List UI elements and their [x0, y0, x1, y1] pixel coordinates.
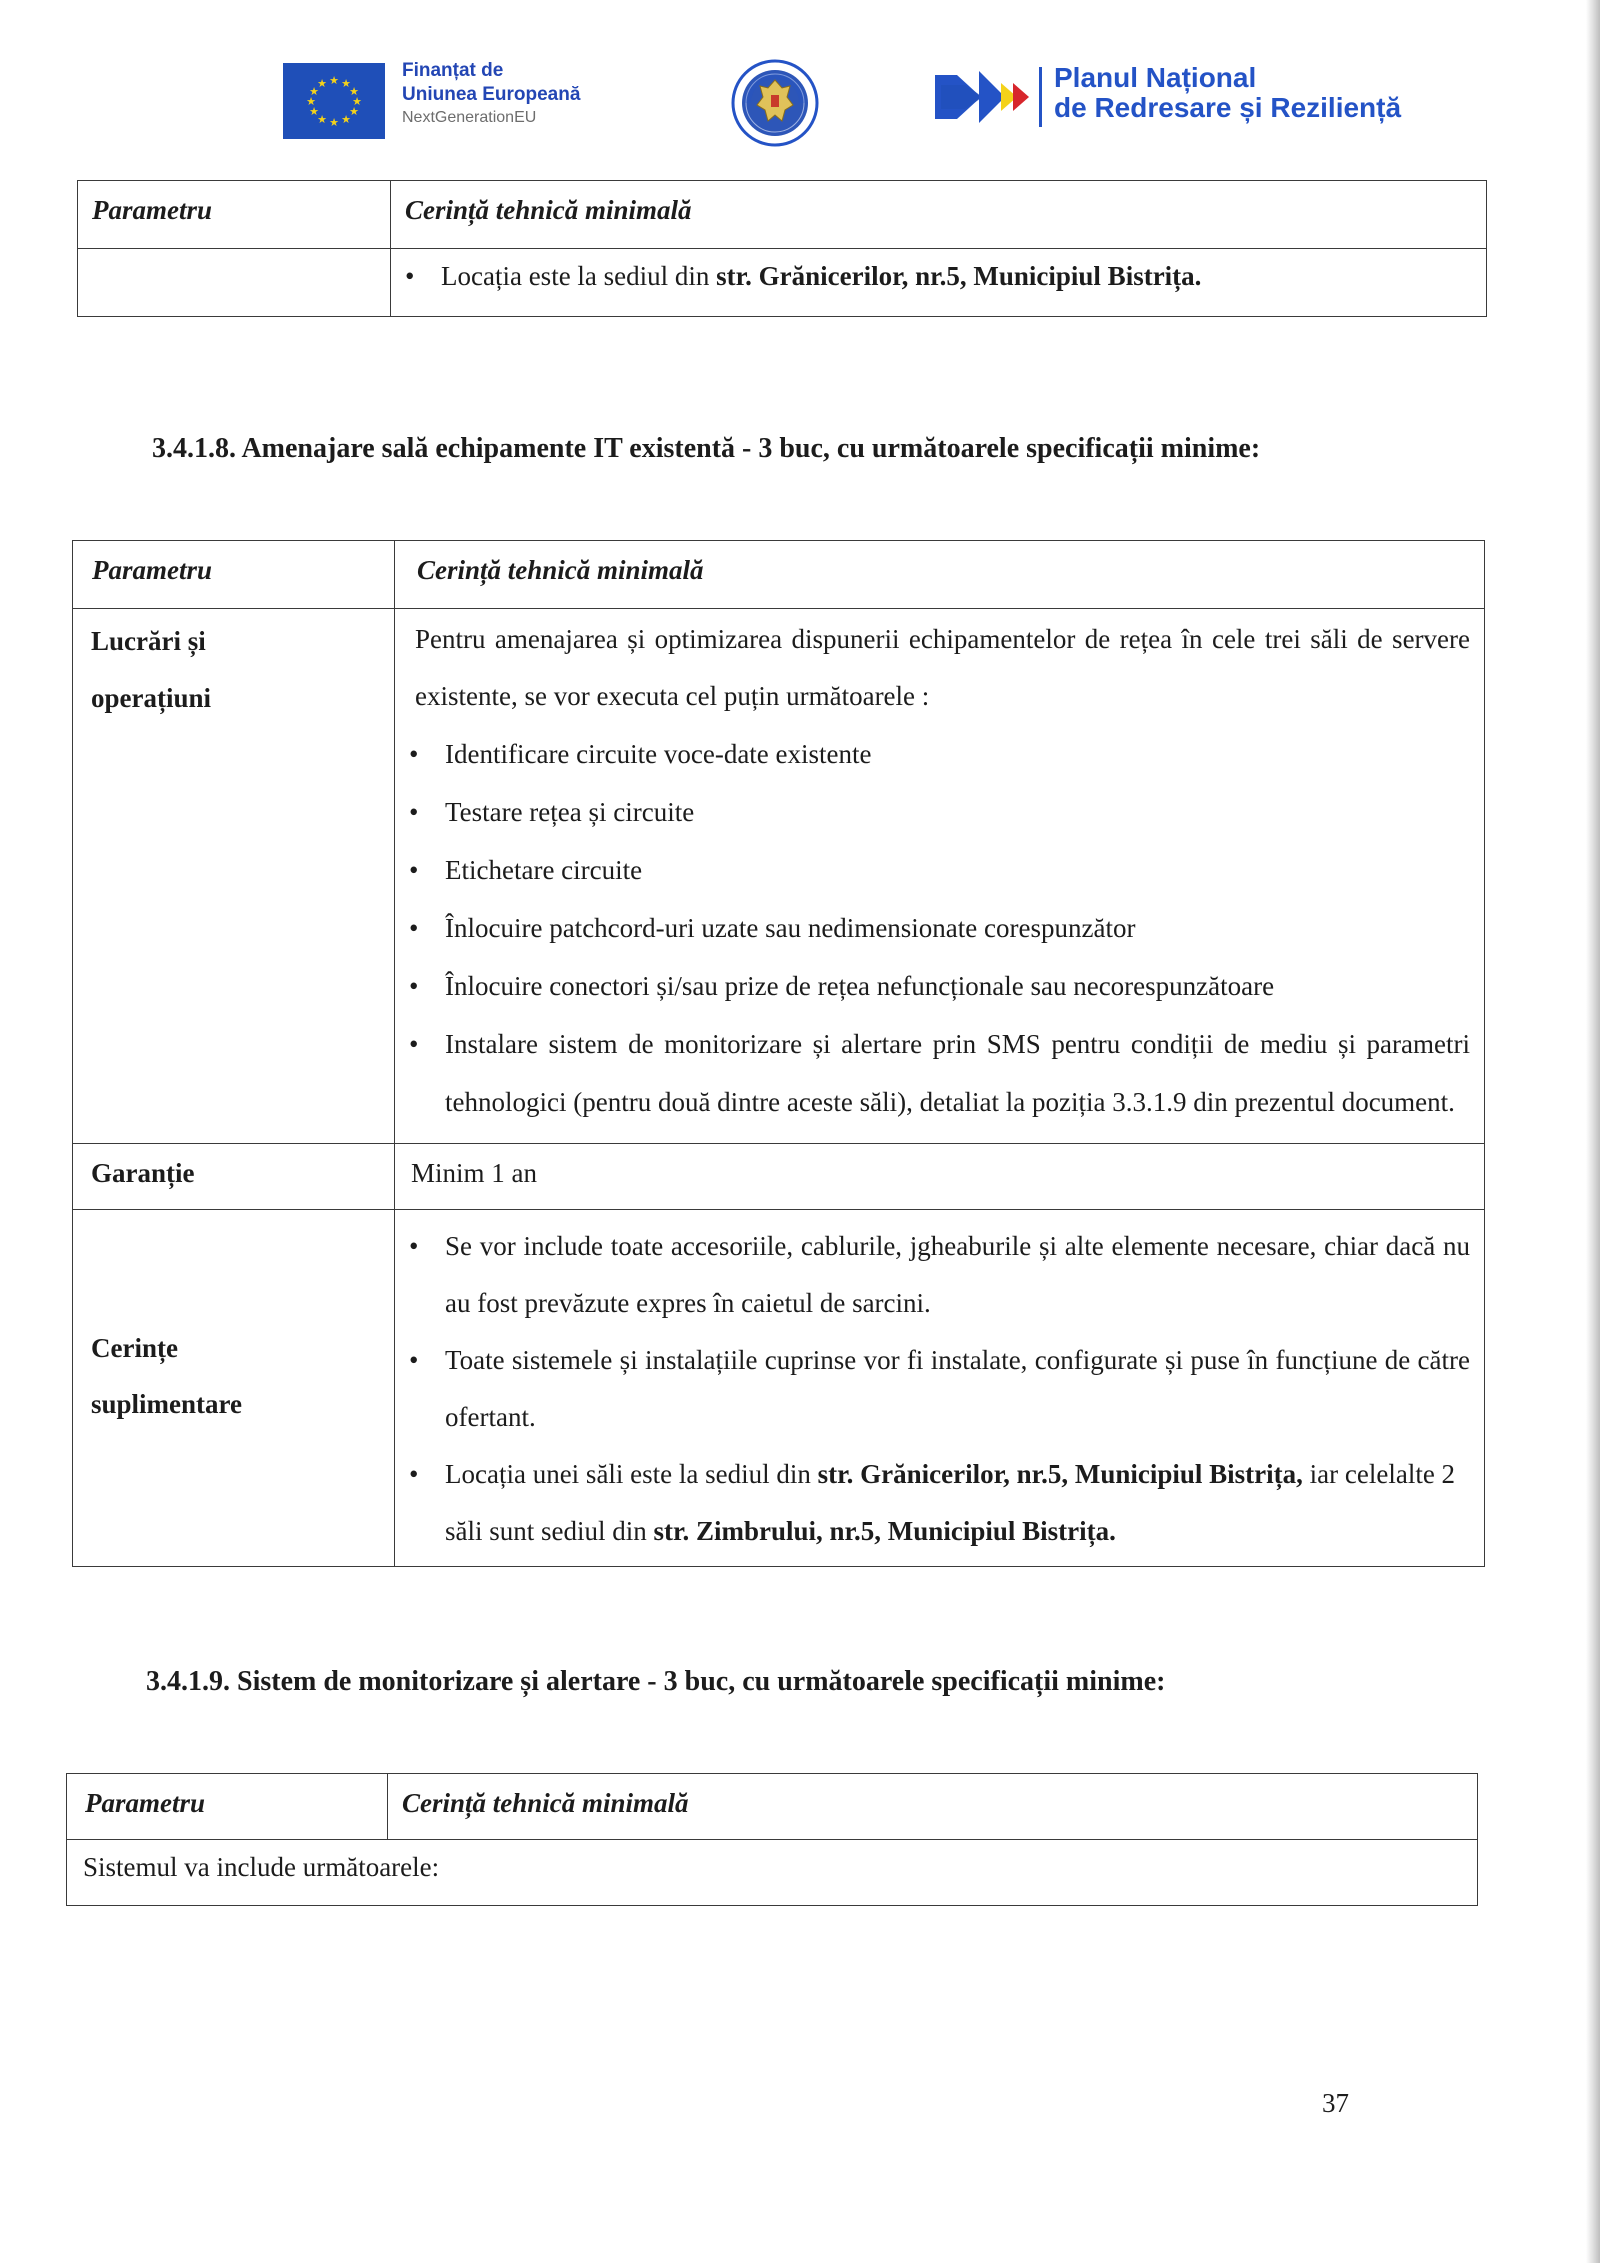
requirement-garantie: Minim 1 an [395, 1144, 1485, 1210]
svg-text:★: ★ [341, 77, 351, 90]
page-edge-shadow [1586, 0, 1600, 2263]
pnrr-label [1054, 63, 1401, 123]
svg-text:★: ★ [329, 74, 339, 87]
svg-text:★: ★ [309, 105, 319, 118]
pnrr-arrow-icon [935, 65, 1045, 129]
param-cerinte-line2: suplimentare [91, 1389, 243, 1419]
param-lucrari-line2: operațiuni [91, 683, 212, 713]
eu-funding-line3: NextGenerationEU [402, 109, 537, 126]
monitoring-intro: Sistemul va include următoarele: [67, 1840, 1478, 1906]
section-heading-3-4-1-8: 3.4.1.8. Amenajare sală echipamente IT existentă - 3 buc, cu următoarele specificații minime: [152, 433, 1261, 464]
list-item: • Toate sistemele și instalațiile cuprinse vor fi instalate, configurate și puse în funcțiune de către ofertant. [395, 1332, 1470, 1446]
param-lucrari [73, 609, 395, 1144]
list-item: • Instalare sistem de monitorizare și alertare prin SMS pentru condiții de mediu și parametri tehnologici (pentru două dintre aceste săli), detaliat la poziția 3.3.1.9 din prezentul document. [395, 1015, 1470, 1131]
it-room-spec-table [72, 540, 1485, 1567]
pnrr-line1: Planul Național [1054, 62, 1257, 93]
list-item: • Înlocuire patchcord-uri uzate sau nedimensionate corespunzător [395, 899, 1470, 957]
list-item: • Se vor include toate accesoriile, cablurile, jgheaburile și alte elemente necesare, chiar dacă nu au fost prevăzute expres în caietul de sarcini. [395, 1218, 1470, 1332]
location-address-1: str. Grănicerilor, nr.5, Municipiul Bistrița, [817, 1459, 1303, 1489]
svg-text:★: ★ [341, 113, 351, 126]
svg-text:★: ★ [309, 85, 319, 98]
continuation-table [77, 180, 1487, 317]
location-text-mid: iar celelalte 2 săli sunt sediul din [445, 1459, 1456, 1546]
table-header-requirement: Cerință tehnică minimală [391, 181, 1487, 249]
location-text: Locația este la sediul din [441, 261, 717, 291]
list-item: • Înlocuire conectori și/sau prize de rețea nefuncționale sau necorespunzătoare [395, 957, 1470, 1015]
svg-text:★: ★ [329, 116, 339, 129]
romanian-government-seal-icon [730, 55, 820, 161]
param-lucrari-line1: Lucrări și [91, 626, 206, 656]
param-cerinte [73, 1210, 395, 1567]
list-item: • Testare rețea și circuite [395, 783, 1470, 841]
cerinte-list [395, 1218, 1470, 1560]
svg-text:★: ★ [317, 77, 327, 90]
section-heading-3-4-1-9: 3.4.1.9. Sistem de monitorizare și alertare - 3 buc, cu următoarele specificații minime: [146, 1666, 1166, 1697]
eu-flag-icon [283, 63, 385, 139]
lucrari-intro: Pentru amenajarea și optimizarea dispunerii echipamentelor de rețea în cele trei săli de servere existente, se vor executa cel puțin următoarele : [415, 624, 1470, 711]
table-header-requirement: Cerință tehnică minimală [388, 1774, 1478, 1840]
list-item [391, 261, 1486, 291]
monitoring-spec-table [66, 1773, 1478, 1906]
svg-text:★: ★ [317, 113, 327, 126]
eu-funding-line2: Uniunea Europeană [402, 84, 581, 105]
table-row-location [391, 249, 1487, 317]
param-cerinte-line1: Cerințe [91, 1333, 178, 1363]
lucrari-list [395, 725, 1470, 1131]
list-item: • Identificare circuite voce-date existente [395, 725, 1470, 783]
svg-text:★: ★ [349, 85, 359, 98]
table-header-param: Parametru [78, 181, 391, 249]
table-header-param: Parametru [67, 1774, 388, 1840]
pnrr-line2: de Redresare și Reziliență [1054, 92, 1402, 123]
svg-text:★: ★ [352, 95, 362, 108]
list-item: • Etichetare circuite [395, 841, 1470, 899]
requirement-cerinte [395, 1210, 1485, 1567]
location-text: Locația unei săli este la sediul din [445, 1459, 818, 1489]
svg-text:★: ★ [349, 105, 359, 118]
requirement-lucrari [395, 609, 1485, 1144]
table-cell-empty [78, 249, 391, 317]
svg-text:★: ★ [306, 95, 316, 108]
eu-funding-line1: Finanțat de [402, 60, 504, 81]
table-header-requirement: Cerință tehnică minimală [395, 541, 1485, 609]
location-address: str. Grănicerilor, nr.5, Municipiul Bistrița. [716, 261, 1202, 291]
eu-funding-label [402, 59, 580, 129]
page-number: 37 [1322, 2088, 1349, 2118]
table-header-param: Parametru [73, 541, 395, 609]
location-address-2: str. Zimbrului, nr.5, Municipiul Bistrița. [653, 1516, 1116, 1546]
document-header [0, 55, 1600, 165]
list-item [395, 1446, 1470, 1560]
param-garantie: Garanție [73, 1144, 395, 1210]
